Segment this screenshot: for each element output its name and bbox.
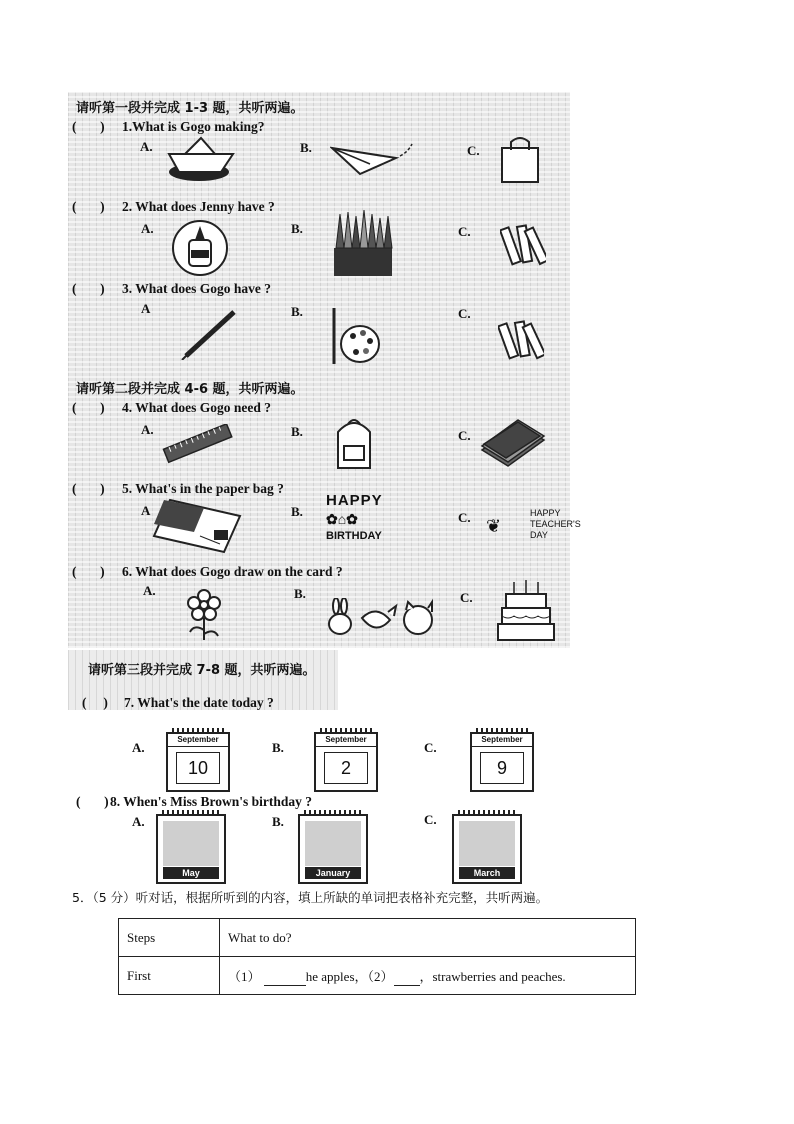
birthday-card-decoration: ✿⌂✿ (326, 511, 358, 527)
birthday-card-happy-text: HAPPY (326, 492, 383, 509)
q2-option-a[interactable]: A. (141, 221, 154, 236)
q5-answer-paren[interactable]: ( ) (72, 481, 105, 496)
q2-text: 2. What does Jenny have ? (122, 199, 275, 214)
ruler-icon (160, 424, 236, 464)
teachers-card-line1: HAPPY (530, 508, 561, 518)
calendar-month: January (305, 867, 361, 879)
q4-option-b[interactable]: B. (291, 424, 303, 439)
paint-palette-icon (328, 306, 380, 366)
q5-text: 5. What's in the paper bag ? (122, 481, 284, 496)
table-header-row (119, 919, 636, 957)
q6-option-a[interactable]: A. (143, 583, 156, 598)
table-cell-step: First (119, 957, 220, 995)
q7-option-a[interactable]: A. (132, 740, 145, 755)
paper-plane-icon (330, 138, 420, 178)
q7-answer-paren[interactable]: ( ) (82, 695, 108, 710)
q8-text: 8. When's Miss Brown's birthday ? (110, 794, 313, 809)
calendar-picture (163, 821, 219, 866)
birthday-cake-icon (496, 578, 556, 644)
q4-answer-paren[interactable]: ( ) (72, 400, 105, 415)
q5-option-c[interactable]: C. (458, 510, 471, 525)
q2-option-b[interactable]: B. (291, 221, 303, 236)
section5-instruction: 5．（5 分）听对话，根据所听到的内容，填上所缺的单词把表格补充完整，共听两遍。 (72, 890, 549, 905)
q7-option-c[interactable]: C. (424, 740, 437, 755)
q6-option-b[interactable]: B. (294, 586, 306, 601)
task-text-1: he apples，（2） (305, 968, 394, 984)
q4-option-a[interactable]: A. (141, 422, 154, 437)
q3-text: 3. What does Gogo have ? (122, 281, 272, 296)
calendar-day: 9 (480, 752, 524, 784)
paper-bag-icon (498, 134, 542, 186)
q4-text: 4. What does Gogo need ? (122, 400, 272, 415)
calendar-month: March (459, 867, 515, 879)
q8-answer-paren[interactable]: ( ) (76, 794, 109, 809)
paper-boat-icon (165, 136, 237, 186)
q6-option-c[interactable]: C. (460, 590, 473, 605)
q8-calendar-c (452, 814, 522, 884)
q6-text: 6. What does Gogo draw on the card ? (122, 564, 343, 579)
steps-table (118, 918, 636, 995)
q8-calendar-a (156, 814, 226, 884)
table-cell-task (220, 957, 636, 995)
calendar-day: 2 (324, 752, 368, 784)
q3-option-a[interactable]: A (141, 301, 151, 316)
school-bag-icon (330, 412, 378, 472)
table-header-steps: Steps (119, 919, 220, 957)
q7-calendar-b (314, 732, 378, 792)
part1-header: 请听第一段并完成 1-3 题，共听两遍。 (76, 101, 304, 116)
paper-sheets-icon (478, 418, 548, 468)
q1-option-b[interactable]: B. (300, 140, 312, 155)
q7-option-b[interactable]: B. (272, 740, 284, 755)
q3-option-c[interactable]: C. (458, 306, 471, 321)
calendar-month: May (163, 867, 219, 879)
calendar-rings (162, 810, 220, 816)
part3-header: 请听第三段并完成 7-8 题，共听两遍。 (88, 663, 316, 678)
q8-option-b[interactable]: B. (272, 814, 284, 829)
calendar-picture (459, 821, 515, 866)
blank-2[interactable] (394, 969, 420, 986)
q1-answer-paren[interactable]: ( ) (72, 119, 105, 134)
q1-text: 1.What is Gogo making? (122, 119, 265, 134)
table-header-what-to-do: What to do? (220, 919, 636, 957)
q6-answer-paren[interactable]: ( ) (72, 564, 105, 579)
calendar-picture (305, 821, 361, 866)
q8-option-a[interactable]: A. (132, 814, 145, 829)
glue-bottle-icon (170, 218, 230, 278)
q2-option-c[interactable]: C. (458, 224, 471, 239)
crayons-icon (498, 316, 544, 364)
colored-pencils-icon (330, 210, 396, 278)
pen-icon (180, 306, 240, 360)
q8-option-c[interactable]: C. (424, 812, 437, 827)
birthday-card-birthday-text: BIRTHDAY (326, 530, 382, 542)
animals-icon (322, 598, 438, 638)
blank-1-number: （1） (228, 968, 261, 984)
teachers-card-line2: TEACHER'S (530, 519, 581, 529)
calendar-rings (458, 810, 516, 816)
calendar-rings (304, 810, 362, 816)
q7-calendar-c (470, 732, 534, 792)
flower-icon (184, 588, 224, 642)
q8-calendar-b (298, 814, 368, 884)
table-row (119, 957, 636, 995)
postcard-icon (150, 496, 242, 554)
q5-option-b[interactable]: B. (291, 504, 303, 519)
q7-text: 7. What's the date today ? (124, 695, 274, 710)
q3-answer-paren[interactable]: ( ) (72, 281, 105, 296)
q5-option-a[interactable]: A (141, 503, 151, 518)
calendar-day: 10 (176, 752, 220, 784)
q4-option-c[interactable]: C. (458, 428, 471, 443)
calendar-month: September (168, 734, 228, 747)
q3-option-b[interactable]: B. (291, 304, 303, 319)
q2-answer-paren[interactable]: ( ) (72, 199, 105, 214)
q7-calendar-a (166, 732, 230, 792)
calendar-month: September (472, 734, 532, 747)
q1-option-c[interactable]: C. (467, 143, 480, 158)
flower-decoration-icon: ❦ (486, 516, 502, 536)
teachers-day-card-icon (530, 508, 581, 541)
calendar-month: September (316, 734, 376, 747)
task-text-2: ，strawberries and peaches. (419, 968, 566, 984)
crayons-icon (500, 218, 546, 270)
birthday-card-icon (326, 492, 398, 554)
blank-1[interactable] (264, 969, 306, 986)
part2-header: 请听第二段并完成 4-6 题，共听两遍。 (76, 382, 304, 397)
q1-option-a[interactable]: A. (140, 139, 153, 154)
teachers-card-line3: DAY (530, 530, 548, 540)
